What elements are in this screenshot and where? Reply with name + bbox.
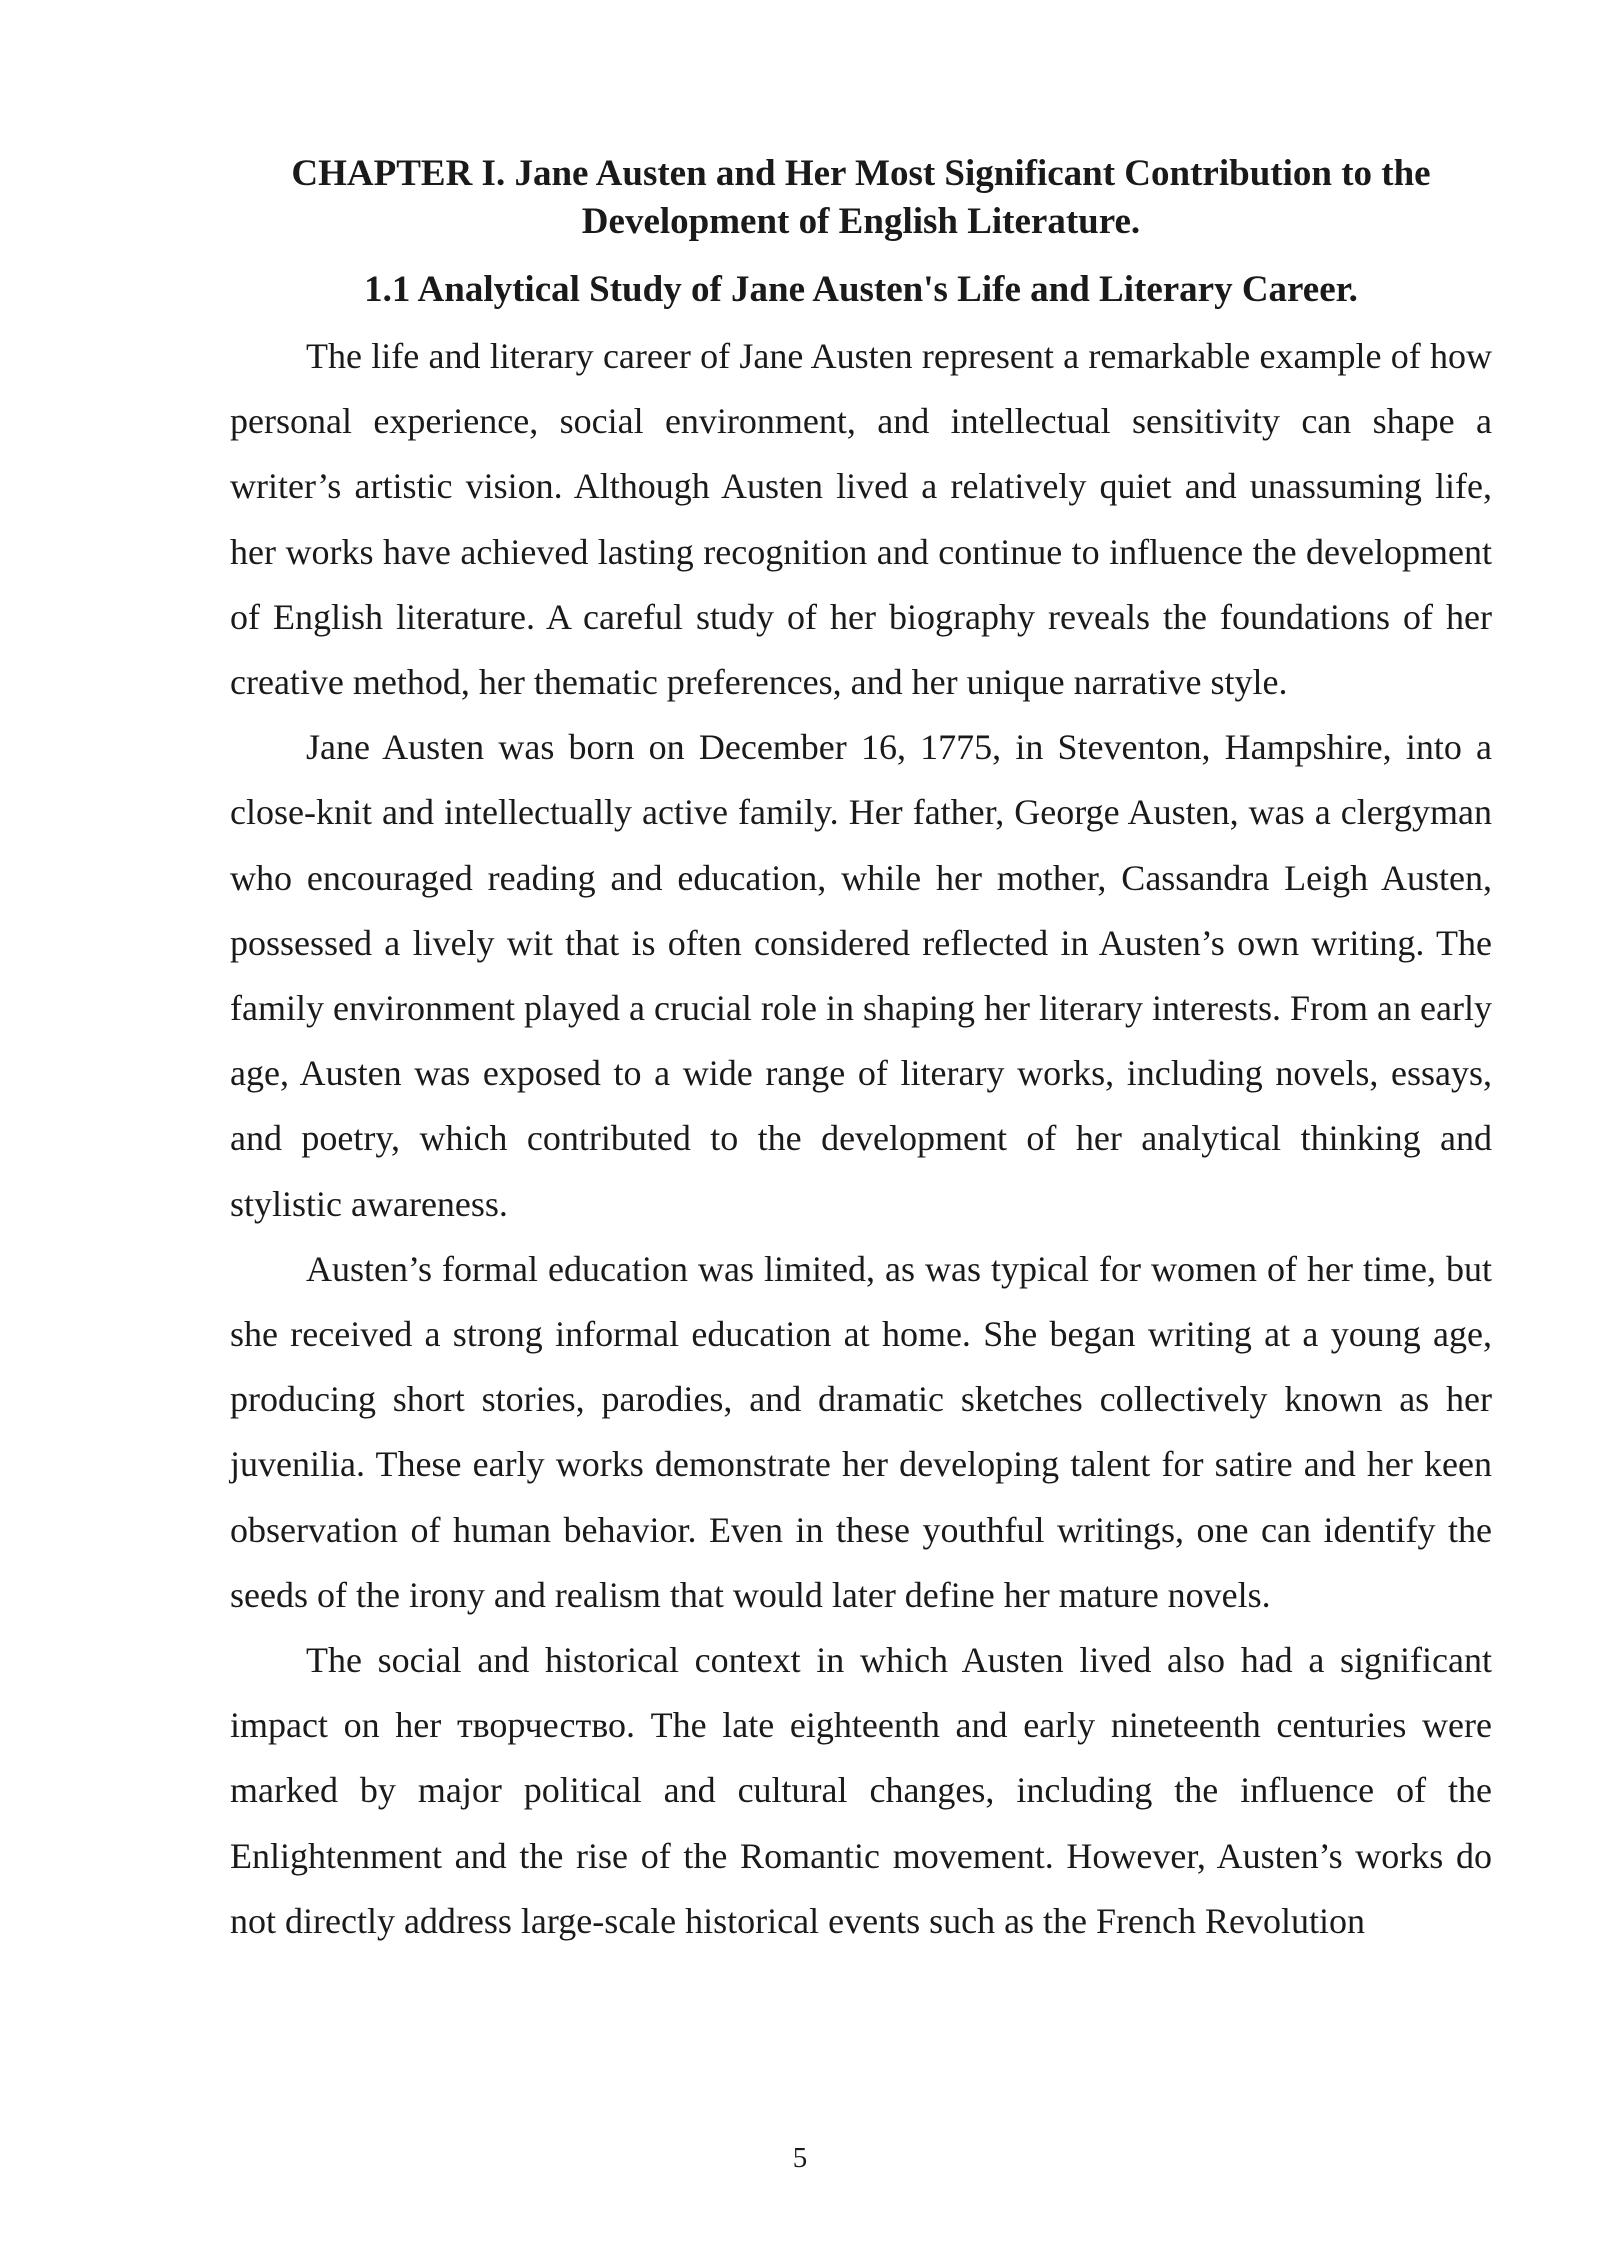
paragraph: Austen’s formal education was limited, as was typical for women of her time, but she received a strong informal education at home. She began writing at a young age, producing short stories, parodies, and dramatic sketches collectively known as her juvenilia. These early works demonstrate her developing talent for satire and her keen observation of human behavior. Even in these youthful writings, one can identify the seeds of the irony and realism that would later define her mature novels. <box>230 1248 1492 1615</box>
chapter-heading-line-1: CHAPTER I. Jane Austen and Her Most Significant Contribution to the <box>291 153 1431 194</box>
chapter-heading-line-2: Development of English Literature. <box>581 201 1141 242</box>
chapter-heading <box>230 150 1492 246</box>
page-number: 5 <box>792 2142 808 2174</box>
paragraph: The life and literary career of Jane Austen represent a remarkable example of how personal experience, social environment, and intellectual sensitivity can shape a writer’s artistic vision. Although Austen lived a relatively quiet and unassuming life, her works have achieved lasting recognition and continue to influence the development of English literature. A careful study of her biography reveals the foundations of her creative method, her thematic preferences, and her unique narrative style. <box>230 336 1492 703</box>
section-heading: 1.1 Analytical Study of Jane Austen's Life and Literary Career. <box>364 269 1358 310</box>
paragraph: Jane Austen was born on December 16, 1775, in Steventon, Hampshire, into a close-knit and intellectually active family. Her father, George Austen, was a clergyman who encouraged reading and education, while her mother, Cassandra Leigh Austen, possessed a lively wit that is often considered reflected in Austen’s own writing. The family environment played a crucial role in shaping her literary interests. From an early age, Austen was exposed to a wide range of literary works, including novels, essays, and poetry, which contributed to the development of her analytical thinking and stylistic awareness. <box>230 727 1492 1224</box>
paragraph: The social and historical context in which Austen lived also had a significant impact on her творчество. The late eighteenth and early nineteenth centuries were marked by major political and cultural changes, including the influence of the Enlightenment and the rise of the Romantic movement. However, Austen’s works do not directly address large-scale historical events such as the French Revolution <box>230 1640 1492 1941</box>
document-page <box>230 150 1492 1954</box>
body-text <box>230 324 1492 1954</box>
